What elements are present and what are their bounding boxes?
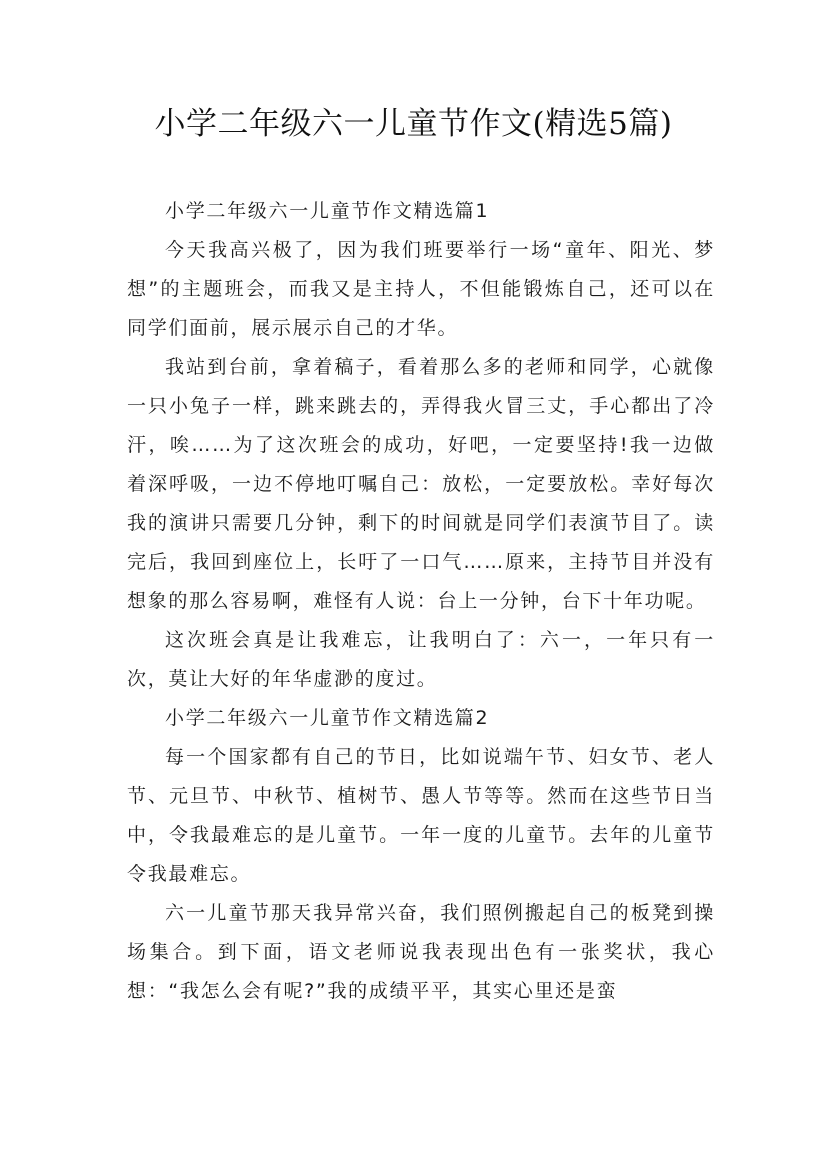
paragraph-4: 每一个国家都有自己的节日，比如说端午节、妇女节、老人节、元旦节、中秋节、植树节、愚人节等等。然而在这些节日当中，令我最难忘的是儿童节。一年一度的儿童节。去年的儿童节令我最难忘。 xyxy=(127,746,715,885)
paragraph-5: 六一儿童节那天我异常兴奋，我们照例搬起自己的板凳到操场集合。到下面，语文老师说我表现出色有一张奖状，我心想：“我怎么会有呢?”我的成绩平平，其实心里还是蛮 xyxy=(127,902,715,1002)
document-body xyxy=(127,192,715,1011)
paragraph-3: 这次班会真是让我难忘，让我明白了：六一，一年只有一次，莫让大好的年华虚渺的度过。 xyxy=(127,629,715,690)
paragraph-2: 我站到台前，拿着稿子，看着那么多的老师和同学，心就像一只小兔子一样，跳来跳去的，弄得我火冒三丈，手心都出了冷汗，唉……为了这次班会的成功，好吧，一定要坚持!我一边做着深呼吸，一边不停地叮嘱自己：放松，一定要放松。幸好每次我的演讲只需要几分钟，剩下的时间就是同学们表演节目了。读完后，我回到座位上，长吁了一口气……原来，主持节目并没有想象的那么容易啊，难怪有人说：台上一分钟，台下十年功呢。 xyxy=(127,356,715,612)
section-heading-2: 小学二年级六一儿童节作文精选篇2 xyxy=(165,707,490,729)
document-title: 小学二年级六一儿童节作文(精选5篇) xyxy=(154,106,673,142)
paragraph-1: 今天我高兴极了，因为我们班要举行一场“童年、阳光、梦想”的主题班会，而我又是主持人，不但能锻炼自己，还可以在同学们面前，展示展示自己的才华。 xyxy=(127,239,715,339)
section-heading-1: 小学二年级六一儿童节作文精选篇1 xyxy=(165,200,490,222)
